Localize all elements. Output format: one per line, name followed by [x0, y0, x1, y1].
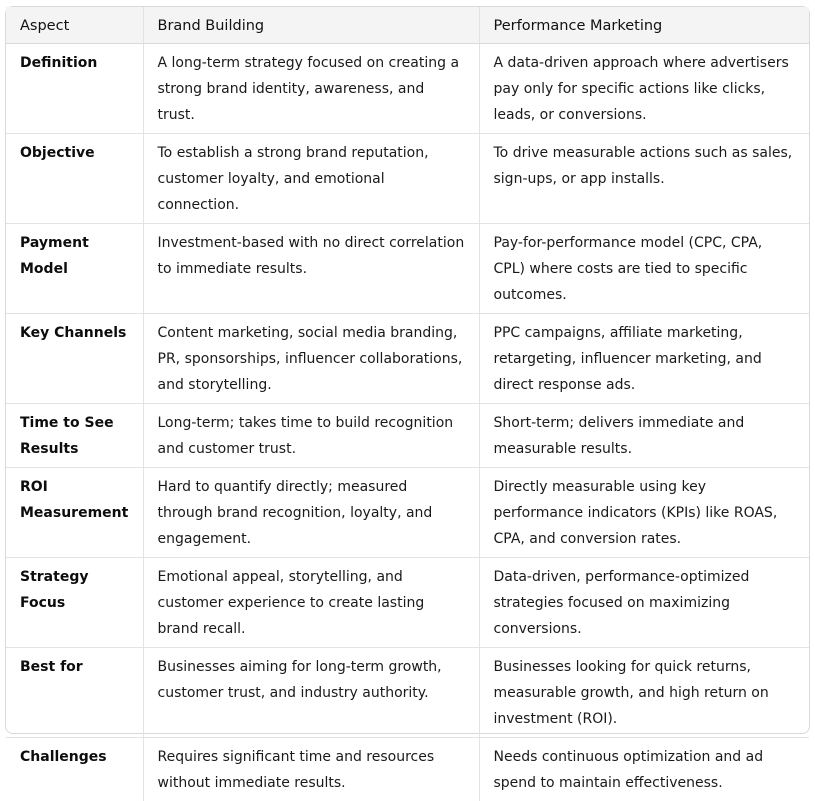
row-aspect: Payment Model [6, 223, 143, 313]
table-header-row [6, 7, 809, 43]
row-performance: Short-term; delivers immediate and measurable results. [479, 403, 809, 467]
table-row [6, 403, 809, 467]
row-performance: Businesses looking for quick returns, measurable growth, and high return on investment (ROI). [479, 647, 809, 737]
row-brand: Content marketing, social media branding, PR, sponsorships, influencer collaborations, and storytelling. [143, 313, 479, 403]
row-brand: Emotional appeal, storytelling, and customer experience to create lasting brand recall. [143, 557, 479, 647]
row-brand: To establish a strong brand reputation, customer loyalty, and emotional connection. [143, 133, 479, 223]
table-row [6, 43, 809, 133]
table-row [6, 737, 809, 801]
row-performance: A data-driven approach where advertisers pay only for specific actions like clicks, leads, or conversions. [479, 43, 809, 133]
row-brand: Hard to quantify directly; measured through brand recognition, loyalty, and engagement. [143, 467, 479, 557]
row-aspect: Best for [6, 647, 143, 737]
row-performance: Pay-for-performance model (CPC, CPA, CPL) where costs are tied to specific outcomes. [479, 223, 809, 313]
row-brand: A long-term strategy focused on creating a strong brand identity, awareness, and trust. [143, 43, 479, 133]
row-performance: Data-driven, performance-optimized strategies focused on maximizing conversions. [479, 557, 809, 647]
row-aspect: Time to See Results [6, 403, 143, 467]
row-performance: To drive measurable actions such as sales, sign-ups, or app installs. [479, 133, 809, 223]
table-row [6, 313, 809, 403]
comparison-table [6, 7, 809, 801]
row-aspect: Key Channels [6, 313, 143, 403]
row-aspect: Objective [6, 133, 143, 223]
table-row [6, 467, 809, 557]
row-brand: Businesses aiming for long-term growth, customer trust, and industry authority. [143, 647, 479, 737]
table-row [6, 647, 809, 737]
header-brand-building: Brand Building [143, 7, 479, 43]
table-row [6, 557, 809, 647]
row-brand: Long-term; takes time to build recognition and customer trust. [143, 403, 479, 467]
comparison-table-container [5, 6, 810, 791]
row-brand: Investment-based with no direct correlation to immediate results. [143, 223, 479, 313]
row-aspect: Strategy Focus [6, 557, 143, 647]
row-brand: Requires significant time and resources without immediate results. [143, 737, 479, 801]
table-row [6, 223, 809, 313]
table-row [6, 133, 809, 223]
header-performance-marketing: Performance Marketing [479, 7, 809, 43]
header-aspect: Aspect [6, 7, 143, 43]
row-performance: PPC campaigns, affiliate marketing, retargeting, influencer marketing, and direct response ads. [479, 313, 809, 403]
row-aspect: Definition [6, 43, 143, 133]
row-aspect: ROI Measurement [6, 467, 143, 557]
row-aspect: Challenges [20, 748, 107, 765]
row-performance: Needs continuous optimization and ad spend to maintain effectiveness. [479, 737, 809, 801]
row-performance: Directly measurable using key performance indicators (KPIs) like ROAS, CPA, and conversion rates. [479, 467, 809, 557]
